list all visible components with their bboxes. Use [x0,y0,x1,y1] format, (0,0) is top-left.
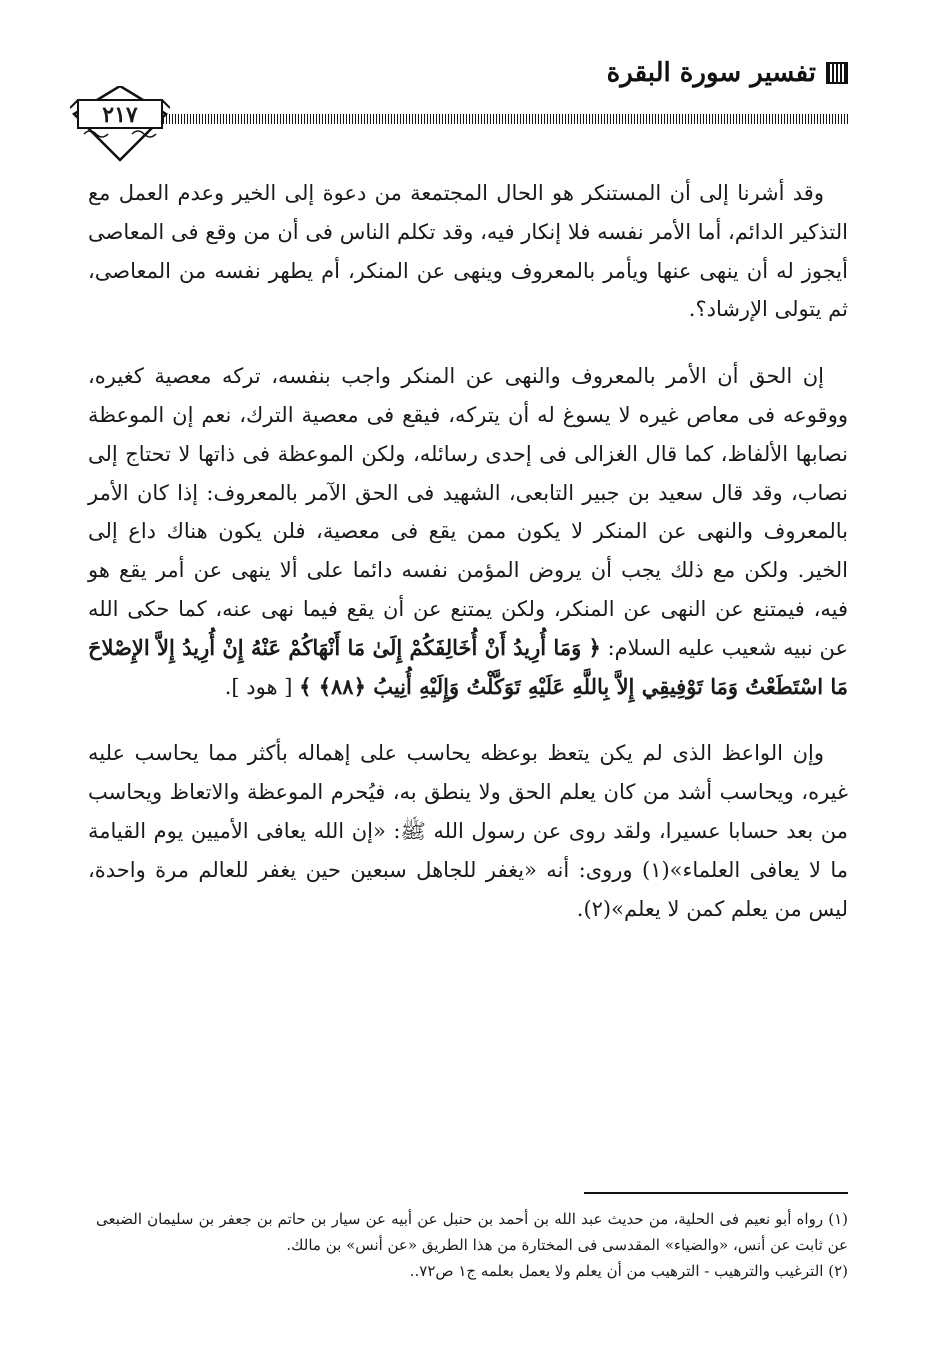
footnotes [96,1206,848,1284]
running-title: تفسير سورة البقرة [606,58,816,88]
paragraph-1 [88,174,848,329]
paragraph-2 [88,357,848,706]
page-number-badge [70,86,170,162]
page-number: ٢١٧ [102,102,138,128]
footnote-rule [584,1192,848,1194]
paragraph-text: وإن الواعظ الذى لم يكن يتعظ بوعظه يحاسب على إهماله بأكثر مما يحاسب عليه غيره، ويحاسب أشد من كان يعلم الحق ولا ينطق به، فيُحرم الموعظة والاتعاظ ويحاسب من بعد حسابا عسيرا، ولقد روى عن رسول الله ﷺ: «إن الله يعافى الأميين يوم القيامة ما لا يعافى العلماء»(١) وروى: أنه «يغفر للجاهل سبعين حين يغفر للعالم مرة واحدة، ليس من يعلم كمن لا يعلم»(٢). [88,741,848,921]
paragraph-3 [88,734,848,928]
footnote-2: (٢) الترغيب والترهيب - الترهيب من أن يعلم ولا يعمل بعلمه ج١ ص٧٢.. [409,1262,848,1280]
paragraph-text: وقد أشرنا إلى أن المستنكر هو الحال المجتمعة من دعوة إلى الخير وعدم العمل مع التذكير الدائم، أما الأمر نفسه فلا إنكار فيه، وقد تكلم الناس فى أن من وقع فى المعاصى أيجوز له أن ينهى عنها ويأمر بالمعروف وينهى عن المنكر، أم يطهر نفسه من المعاصى، ثم يتولى الإرشاد؟. [88,181,848,322]
verse-reference: [ هود ]. [224,674,293,699]
running-header [607,58,848,88]
footnote-1: (١) رواه أبو نعيم فى الحلية، من حديث عبد الله بن أحمد بن حنبل عن أبيه عن سيار بن حاتم بن جعفر بن سليمان الضبعى عن ثابت عن أنس، «والضياء» المقدسى فى المختارة من هذا الطريق «عن أنس» بن مالك. [96,1210,848,1254]
main-text [88,174,848,928]
header-ornament-icon [826,62,848,84]
paragraph-text: إن الحق أن الأمر بالمعروف والنهى عن المنكر واجب بنفسه، تركه معصية كغيره، ووقوعه فى معاص غيره لا يسوغ له أن يتركه، فيقع فى معصية الترك، نعم إن الموعظة نصابها الألفاظ، كما قال الغزالى فى إحدى رسائله، ولكن الموعظة فى ذاتها لا تحتاج إلى نصاب، وقد قال سعيد بن جبير التابعى، الشهيد فى الحق الآمر بالمعروف: إذا كان الأمر بالمعروف والنهى عن المنكر لا يكون ممن يقع فى معصية، فلن يكون هناك داع إلى الخير. ولكن مع ذلك يجب أن يروض المؤمن نفسه دائما على ألا ينهى عن أمر يقع هو فيه، فيمتنع عن النهى عن المنكر، ولكن يمتنع عن أن يقع فيما نهى عنه، كما حكى الله عن نبيه شعيب عليه السلام: [88,364,848,660]
header-rule [160,114,848,124]
quran-verse: ﴿ وَمَا أُرِيدُ أَنْ أُخَالِفَكُمْ إِلَىٰ مَا أَنْهَاكُمْ عَنْهُ إِنْ أُرِيدُ إِلاَّ الإِصْلاحَ مَا اسْتَطَعْتُ وَمَا تَوْفِيقِي إِلاَّ بِاللَّهِ عَلَيْهِ تَوَكَّلْتُ وَإِلَيْهِ أُنِيبُ ﴿٨٨﴾ ﴾ [88,634,848,699]
